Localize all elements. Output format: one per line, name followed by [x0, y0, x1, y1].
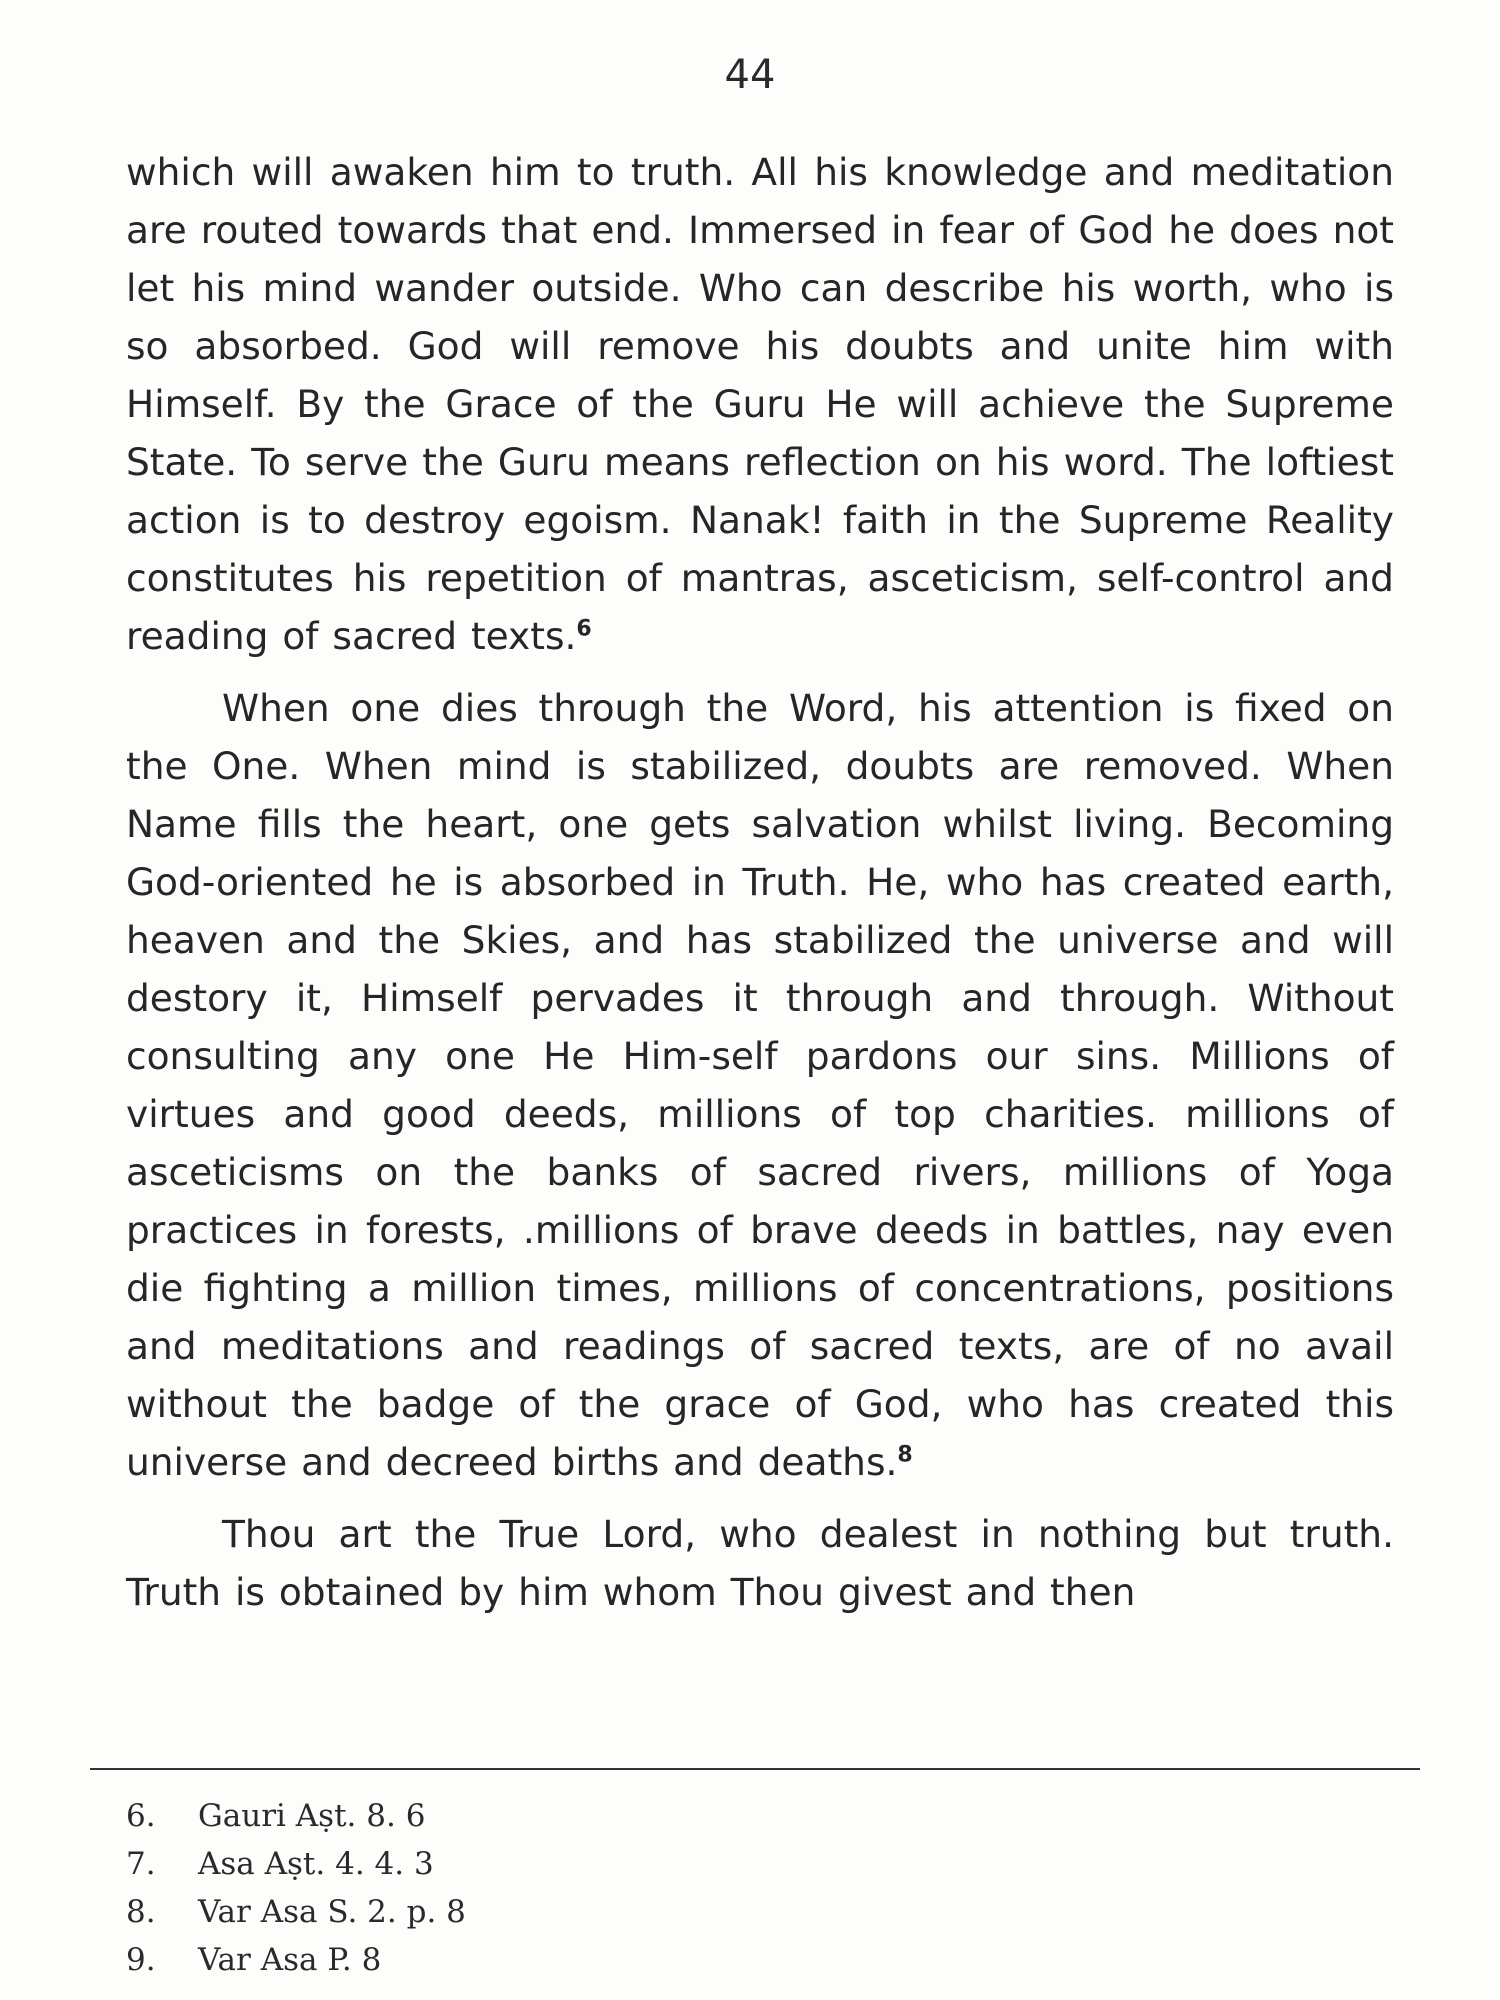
footnote-ref-6: 6 [576, 616, 592, 642]
paragraph-1-text: which will awaken him to truth. All his knowledge and meditation are routed towards that end. Immersed in fear of God he does not let his mind wander outside. Who can describe his worth, who is so absorbed. God will remove his doubts and unite him with Himself. By the Grace of the Guru He will achieve the Supreme State. To serve the Guru means reflection on his word. The loftiest action is to destroy egoism. Nanak! faith in the Supreme Reality constitutes his repetition of mantras, asceticism, self-control and reading of sacred texts. [126, 150, 1394, 658]
paragraph-3 [126, 1505, 1394, 1621]
footnote-number: 7. [126, 1846, 156, 1882]
footnote-ref-8: 8 [897, 1442, 913, 1468]
footnote-text: Var Asa P. 8 [198, 1942, 382, 1978]
footnote-item [126, 1792, 826, 1840]
footnotes-list [126, 1792, 826, 1984]
footnote-text: Var Asa S. 2. p. 8 [198, 1894, 466, 1930]
paragraph-1 [126, 143, 1394, 665]
paragraph-3-text: Thou art the True Lord, who dealest in nothing but truth. Truth is obtained by him whom Thou givest and then [126, 1512, 1394, 1614]
footnote-number: 8. [126, 1894, 156, 1930]
footnote-divider [90, 1768, 1420, 1770]
footnote-item [126, 1936, 826, 1984]
body-text [126, 143, 1394, 1621]
footnote-text: Asa Aṣt. 4. 4. 3 [198, 1846, 434, 1882]
paragraph-2-text: When one dies through the Word, his attention is fixed on the One. When mind is stabilized, doubts are removed. When Name fills the heart, one gets salvation whilst living. Becoming God-oriented he is absorbed in Truth. He, who has created earth, heaven and the Skies, and has stabilized the universe and will destory it, Himself pervades it through and through. Without consulting any one He Him-self pardons our sins. Millions of virtues and good deeds, millions of top charities. millions of asceticisms on the banks of sacred rivers, millions of Yoga practices in forests, .millions of brave deeds in battles, nay even die fighting a million times, millions of concentrations, positions and meditations and readings of sacred texts, are of no avail without the badge of the grace of God, who has created this universe and decreed births and deaths. [126, 686, 1394, 1484]
page-number: 44 [724, 52, 776, 98]
footnote-item [126, 1888, 826, 1936]
paragraph-2 [126, 679, 1394, 1491]
footnote-item [126, 1840, 826, 1888]
footnote-number: 6. [126, 1798, 156, 1834]
footnote-text: Gauri Aṣt. 8. 6 [198, 1798, 426, 1834]
footnote-number: 9. [126, 1942, 156, 1978]
